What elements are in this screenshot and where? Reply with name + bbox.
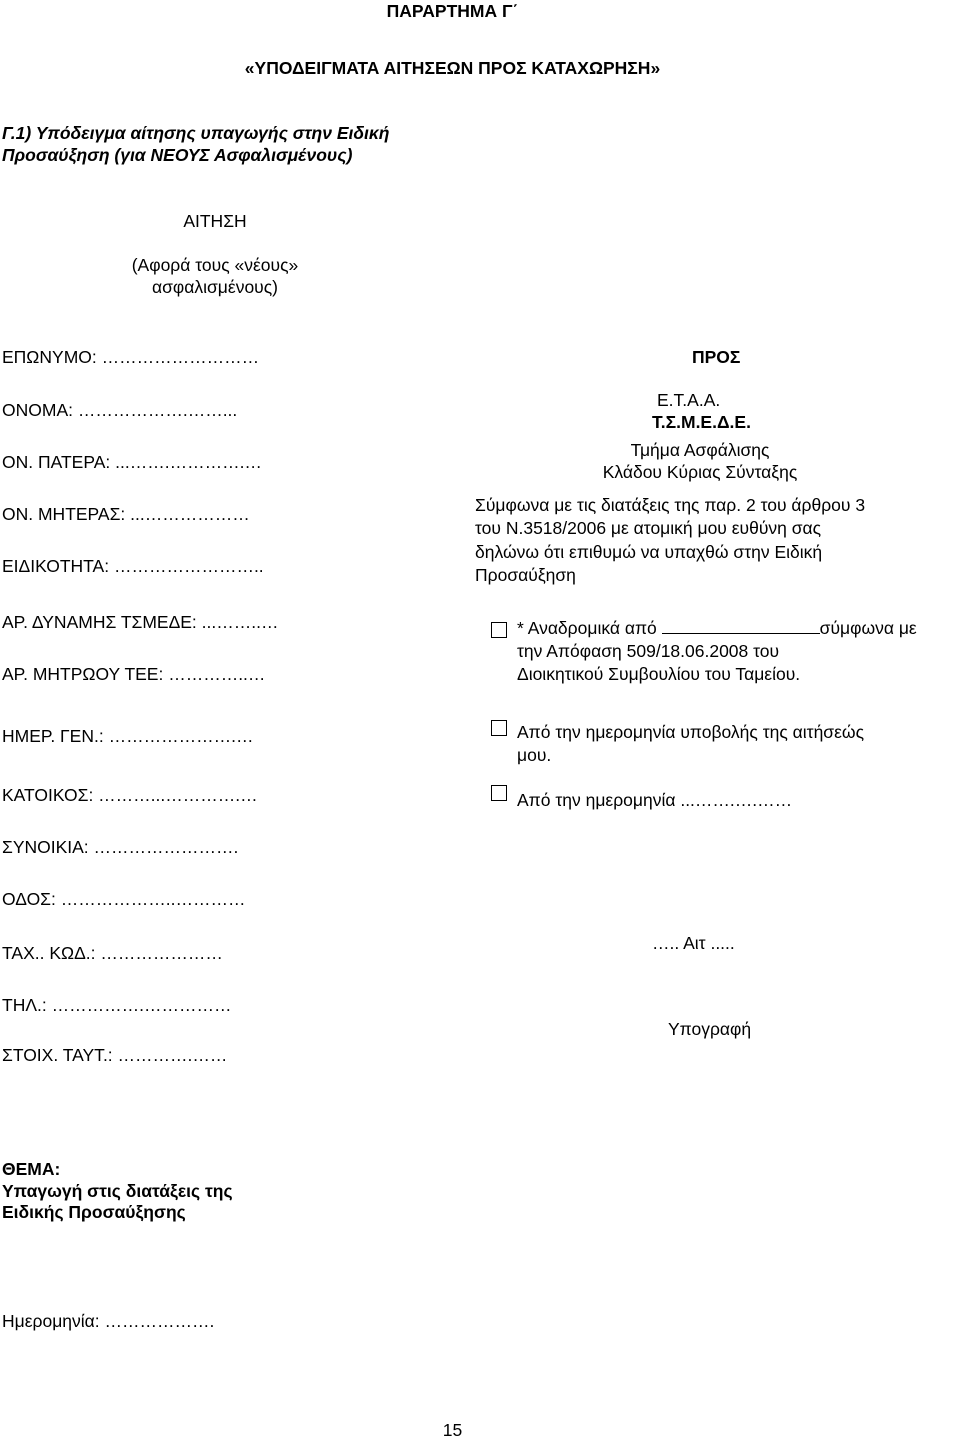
checkbox-retroactive[interactable] [491,622,507,638]
subject-label: ΘΕΜΑ: [2,1159,61,1179]
option-retroactive-line3: Διοικητικού Συμβουλίου του Ταμείου. [517,664,801,684]
field-neighborhood[interactable]: ΣΥΝΟΙΚΙΑ: ……………………. [2,837,239,857]
field-phone[interactable]: ΤΗΛ.: …………….…………… [2,995,232,1015]
field-id-card[interactable]: ΣΤΟΙΧ. ΤΑΥΤ.: ………….…… [2,1045,228,1065]
checkbox-from-date[interactable] [491,785,507,801]
retroactive-date-blank[interactable] [662,618,820,634]
application-title: ΑΙΤΗΣΗ [183,211,247,231]
checkbox-from-submission[interactable] [491,720,507,736]
recipient-org-tsmede: Τ.Σ.Μ.Ε.Δ.Ε. [652,412,751,432]
option-submission-line2: μου. [517,745,552,765]
recipient-pros: ΠΡΟΣ [692,347,741,367]
field-specialty[interactable]: ΕΙΔΙΚΟΤΗΤΑ: …………………….. [2,556,264,576]
field-name[interactable]: ΟΝΟΜΑ: ……………….……... [2,400,238,420]
page-number: 15 [442,1420,463,1440]
recipient-org-etaa: Ε.Τ.Α.Α. [657,390,721,410]
application-subtitle-line1: (Αφορά τους «νέους» [131,255,299,275]
document-title: «ΥΠΟΔΕΙΓΜΑΤΑ ΑΙΤΗΣΕΩΝ ΠΡΟΣ ΚΑΤΑΧΩΡΗΣΗ» [244,58,661,78]
appendix-title: ΠΑΡΑΡΤΗΜΑ Γ΄ [386,1,519,21]
field-tsmede-number[interactable]: ΑΡ. ΔΥΝΑΜΗΣ ΤΣΜΕΔΕ: ...……..… [2,612,279,632]
field-surname[interactable]: ΕΠΩΝΥΜΟ: ……………………… [2,347,260,367]
statement-line2: του Ν.3518/2006 με ατομική μου ευθύνη σας [475,518,822,538]
option-from-date-line1: Από την ημερομηνία ...…….….…… [517,790,793,810]
date-field[interactable]: Ημερομηνία: ………………. [2,1311,215,1331]
recipient-dept-line2: Κλάδου Κύριας Σύνταξης [602,462,798,482]
statement-line3: δηλώνω ότι επιθυμώ να υπαχθώ στην Ειδική [475,542,823,562]
option-retroactive-post: σύμφωνα με [819,618,917,638]
statement-line1: Σύμφωνα με τις διατάξεις της παρ. 2 του άρθρου 3 [475,495,866,515]
option-retroactive-line2: την Απόφαση 509/18.06.2008 του [517,641,780,661]
signature-label: Υπογραφή [668,1019,752,1039]
field-residence[interactable]: ΚΑΤΟΙΚΟΣ: ………...………….… [2,785,258,805]
field-street[interactable]: ΟΔΟΣ: ………………..………… [2,889,246,909]
field-mother-name[interactable]: ΟΝ. ΜΗΤΕΡΑΣ: ...……………… [2,504,250,524]
subject-line2: Ειδικής Προσαύξησης [2,1202,186,1222]
option-submission-line1: Από την ημερομηνία υποβολής της αιτήσεώς [517,722,865,742]
signature-place[interactable]: ….. Αιτ ..... [652,933,735,953]
option-retroactive-line1 [517,618,917,640]
field-father-name[interactable]: ΟΝ. ΠΑΤΕΡΑ: ...…….………….… [2,452,262,472]
section-heading-line1: Γ.1) Υπόδειγμα αίτησης υπαγωγής στην Ειδική [2,123,390,143]
field-tee-registry[interactable]: ΑΡ. ΜΗΤΡΩΟΥ ΤΕΕ: …………..… [2,664,266,684]
option-retroactive-pre: * Αναδρομικά από [517,618,657,638]
application-subtitle-line2: ασφαλισμένους) [151,277,279,297]
field-postal-code[interactable]: ΤΑΧ.. ΚΩΔ.: ………………… [2,943,223,963]
subject-line1: Υπαγωγή στις διατάξεις της [2,1181,233,1201]
statement-line4: Προσαύξηση [475,565,576,585]
recipient-dept-line1: Τμήμα Ασφάλισης [630,440,770,460]
section-heading-line2: Προσαύξηση (για ΝΕΟΥΣ Ασφαλισμένους) [2,145,353,165]
field-birth-date[interactable]: ΗΜΕΡ. ΓΕΝ.: ………………….… [2,726,254,746]
